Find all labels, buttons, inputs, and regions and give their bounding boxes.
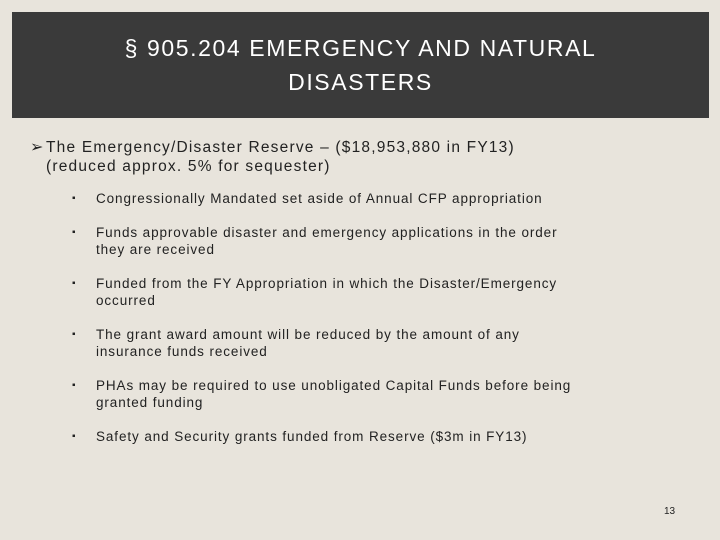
bullet-line: Congressionally Mandated set aside of Annual CFP appropriation	[96, 191, 543, 206]
bullet-line: insurance funds received	[96, 344, 268, 359]
square-bullet-icon: ▪	[72, 278, 77, 289]
square-bullet-icon: ▪	[72, 329, 77, 340]
sub-bullet-item	[72, 224, 690, 258]
bullet-line: Funded from the FY Appropriation in which the Disaster/Emergency	[96, 276, 558, 291]
bullet-line: they are received	[96, 242, 215, 257]
square-bullet-icon: ▪	[72, 380, 77, 391]
main-point-line-2: (reduced approx. 5% for sequester)	[46, 158, 331, 175]
slide-content	[30, 138, 690, 462]
slide-title-line-2: DISASTERS	[288, 69, 433, 95]
sub-bullet-item	[72, 190, 690, 207]
slide-title-bar	[12, 12, 709, 118]
sub-bullet-item	[72, 326, 690, 360]
bullet-line: occurred	[96, 293, 156, 308]
sub-bullet-item	[72, 428, 690, 445]
bullet-line: Funds approvable disaster and emergency applications in the order	[96, 225, 558, 240]
arrow-bullet-icon: ➢	[30, 139, 44, 156]
bullet-line: Safety and Security grants funded from Reserve ($3m in FY13)	[96, 429, 528, 444]
main-point-text	[46, 138, 515, 176]
main-point-line-1: The Emergency/Disaster Reserve – ($18,953,880 in FY13)	[46, 139, 515, 156]
sub-bullet-list	[30, 190, 690, 445]
sub-bullet-item	[72, 377, 690, 411]
square-bullet-icon: ▪	[72, 431, 77, 442]
page-number: 13	[664, 506, 676, 517]
square-bullet-icon: ▪	[72, 193, 77, 204]
sub-bullet-item	[72, 275, 690, 309]
bullet-line: PHAs may be required to use unobligated Capital Funds before being	[96, 378, 572, 393]
bullet-line: The grant award amount will be reduced by the amount of any	[96, 327, 520, 342]
main-point	[30, 138, 690, 176]
square-bullet-icon: ▪	[72, 227, 77, 238]
slide-title-line-1: § 905.204 EMERGENCY AND NATURAL	[124, 35, 597, 61]
bullet-line: granted funding	[96, 395, 204, 410]
